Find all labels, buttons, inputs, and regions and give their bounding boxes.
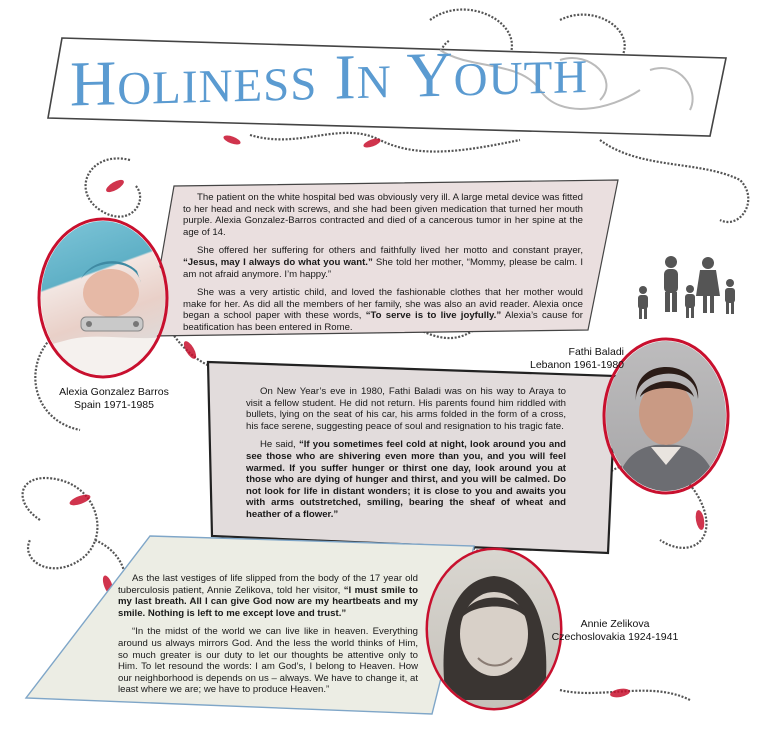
alexia-caption-dates: Spain 1971-1985 (74, 399, 154, 411)
alexia-paragraph-3: She was a very artistic child, and loved the fashionable clothes that her mother would make for her. As did all the members of her family, she was also an avid reader. Alexia once began a school paper with these words, “To serve is to live joyfully.” Alexia’s cause for beatification has been entered in Rome. (183, 287, 583, 333)
alexia-paragraph-1: The patient on the white hospital bed was obviously very ill. A large metal device was fitted to her head and neck with screws, and she had been given medication that turned her mouth purple. Alexia Gonzalez-Barros contracted and died of a cancerous tumor in her spine at the age of 14. (183, 192, 583, 238)
fathi-caption (508, 346, 624, 372)
alexia-photo (41, 221, 165, 375)
fathi-paragraph-1: On New Year’s eve in 1980, Fathi Baladi was on his way to Araya to visit a fellow student. He did not return. His parents found him riddled with bullets, lying on the seat of his car, his arms folded in the form of a cross, his face serene, suggesting peace of soul and resignation to his tragic fate. (246, 386, 566, 432)
fathi-caption-dates: Lebanon 1961-1980 (529, 359, 624, 371)
family-silhouette-icon (638, 256, 735, 319)
fathi-caption-name: Fathi Baladi (568, 346, 624, 358)
annie-caption (540, 618, 690, 644)
alexia-paragraph-2: She offered her suffering for others and faithfully lived her motto and constant prayer, “Jesus, may I always do what you want.” She told her mother, “Mommy, please be calm. I am not afraid anymore. I’m happy.” (183, 245, 583, 280)
title-word-holiness: HOLINESS (70, 47, 318, 120)
title-word-youth: YOUTH (406, 38, 589, 111)
alexia-caption (44, 386, 184, 412)
title-word-in: IN (334, 41, 392, 113)
story-text-annie (118, 573, 418, 703)
story-text-fathi (246, 386, 566, 528)
annie-caption-dates: Czechoslovakia 1924-1941 (551, 631, 679, 643)
annie-paragraph-1: As the last vestiges of life slipped from the body of the 17 year old tuberculosis patient, Annie Zelikova, told her visitor, “I must smile to my last breath. All I can give God now are my heartbeats and my smile. Nothing is left to me except love and trust.” (118, 573, 418, 619)
annie-caption-name: Annie Zelikova (580, 618, 650, 630)
story-text-alexia (183, 192, 583, 341)
alexia-caption-name: Alexia Gonzalez Barros (59, 386, 169, 398)
annie-paragraph-2: “In the midst of the world we can live like in heaven. Everything around us always mirrors God. And the less the world thinks of Him, so much greater is our duty to let our thoughts be attentive only to Him. To let resound the words: I am God’s, I belong to Heaven. How our neighborhood is depends on us – always. We have to change it, at least where we are; we have to produce Heaven.” (118, 626, 418, 696)
fathi-photo (606, 341, 726, 491)
fathi-paragraph-2: He said, “If you sometimes feel cold at night, look around you and see those who are shivering even more than you, and you will feel warmed. If you suffer hunger or thirst one day, look around you at those who are dying of hunger and thirst, and you will be calmed. Do not look for life in distant wonders; it is close to you and awaits you with arms outstretched, smiling, bearing the sheaf of wheat and heather of a flower.” (246, 439, 566, 520)
